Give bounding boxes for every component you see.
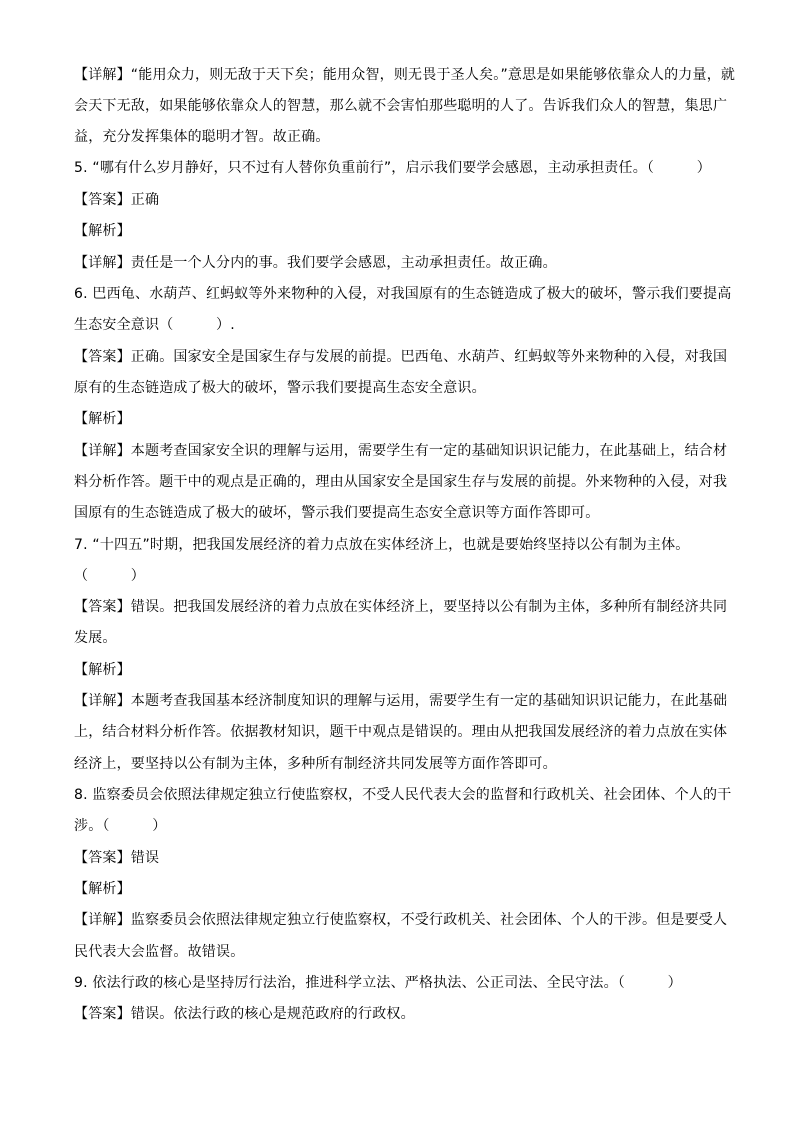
text-line: 益，充分发挥集体的聪明才智。故正确。 — [74, 129, 330, 145]
explanation: 【详解】本题考查国家安全识的理解与运用，需要学生有一定的基础知识识记能力，在此基础上，结合材 — [74, 443, 728, 459]
text-line: 原有的生态链造成了极大的破坏，警示我们要提高生态安全意识。 — [74, 380, 486, 396]
text-line: 国原有的生态链造成了极大的破坏，警示我们要提高生态安全意识等方面作答即可。 — [74, 505, 600, 521]
answer-label: 【答案】错误。依法行政的核心是规范政府的行政权。 — [74, 1006, 415, 1022]
answer-label: 【答案】错误。把我国发展经济的着力点放在实体经济上，要坚持以公有制为主体，多种所有制经济共同 — [74, 599, 728, 615]
explanation: 【详解】责任是一个人分内的事。我们要学会感恩，主动承担责任。故正确。 — [74, 255, 557, 271]
explanation: 【详解】监察委员会依照法律规定独立行使监察权，不受行政机关、社会团体、个人的干涉。但是要受人 — [74, 912, 728, 928]
question-8: 8. 监察委员会依照法律规定独立行使监察权，不受人民代表大会的监督和行政机关、社会团体、个人的干 — [74, 787, 732, 803]
text-line: 【详解】“能用众力，则无敌于天下矣；能用众智，则无畏于圣人矣。”意思是如果能够依靠众人的力量，就 — [74, 67, 736, 83]
question-7: 7. “十四五”时期，把我国发展经济的着力点放在实体经济上，也就是要始终坚持以公有制为主体。 — [74, 537, 690, 553]
text-line: 上，结合材料分析作答。依据教材知识，题干中观点是错误的。理由从把我国发展经济的着力点放在实体 — [74, 724, 728, 740]
explanation: 【详解】本题考查我国基本经济制度知识的理解与运用，需要学生有一定的基础知识识记能力，在此基础 — [74, 693, 728, 709]
answer-label: 【答案】正确 — [74, 192, 160, 208]
analysis-label: 【解析】 — [74, 662, 131, 678]
question-9: 9. 依法行政的核心是坚持厉行法治，推进科学立法、严格执法、公正司法、全民守法。（ ） — [74, 975, 682, 991]
text-line: 生态安全意识（ ）. — [74, 317, 235, 333]
text-line: 民代表大会监督。故错误。 — [74, 944, 245, 960]
text-line: 涉。（ ） — [74, 818, 167, 834]
text-line: （ ） — [74, 568, 145, 584]
analysis-label: 【解析】 — [74, 411, 131, 427]
answer-label: 【答案】错误 — [74, 850, 160, 866]
analysis-label: 【解析】 — [74, 223, 131, 239]
answer-label: 【答案】正确。国家安全是国家生存与发展的前提。巴西龟、水葫芦、红蚂蚁等外来物种的入侵，对我国 — [74, 349, 728, 365]
text-line: 经济上，要坚持以公有制为主体，多种所有制经济共同发展等方面作答即可。 — [74, 756, 557, 772]
text-line: 料分析作答。题干中的观点是正确的，理由从国家安全是国家生存与发展的前提。外来物种的入侵，对我 — [74, 474, 728, 490]
text-line: 发展。 — [74, 630, 117, 646]
question-5: 5. “哪有什么岁月静好，只不过有人替你负重前行”，启示我们要学会感恩，主动承担责任。（ ） — [74, 160, 711, 176]
analysis-label: 【解析】 — [74, 881, 131, 897]
text-line: 会天下无敌，如果能够依靠众人的智慧，那么就不会害怕那些聪明的人了。告诉我们众人的智慧，集思广 — [74, 98, 728, 114]
question-6: 6. 巴西龟、水葫芦、红蚂蚁等外来物种的入侵，对我国原有的生态链造成了极大的破坏，警示我们要提高 — [74, 286, 732, 302]
